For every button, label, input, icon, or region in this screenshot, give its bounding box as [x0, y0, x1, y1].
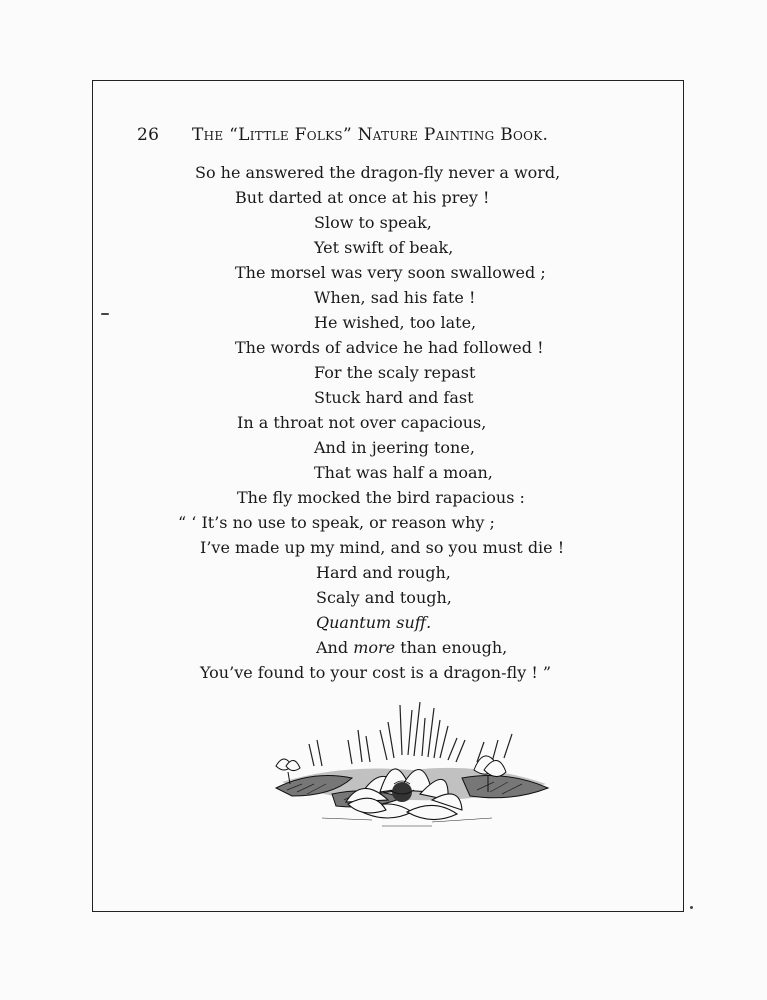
- poem-line-17: Hard and rough,: [316, 563, 451, 582]
- poem-line-5: The morsel was very soon swallowed ;: [235, 263, 546, 282]
- water-lily-engraving-icon: [262, 700, 552, 844]
- poem-line-18: Scaly and tough,: [316, 588, 452, 607]
- poem-line-3: Slow to speak,: [314, 213, 432, 232]
- poem-line-1: So he answered the dragon-fly never a word,: [195, 163, 561, 182]
- poem-line-14: The fly mocked the bird rapacious :: [237, 488, 525, 507]
- poem-line-7: He wished, too late,: [314, 313, 477, 332]
- poem-line-12: And in jeering tone,: [314, 438, 475, 457]
- poem-line-19: Quantum suff.: [316, 613, 432, 632]
- poem-line-2: But darted at once at his prey !: [235, 188, 490, 207]
- poem-line-8: The words of advice he had followed !: [235, 338, 544, 357]
- poem-line-15: “ ‘ It’s no use to speak, or reason why ;: [178, 513, 495, 532]
- poem-line-10: Stuck hard and fast: [314, 388, 474, 407]
- print-speck: [690, 906, 693, 909]
- poem-line-11: In a throat not over capacious,: [237, 413, 487, 432]
- running-title: The “Little Folks” Nature Painting Book.: [192, 125, 549, 145]
- line-20-prefix: And: [316, 638, 354, 657]
- poem-line-13: That was half a moan,: [314, 463, 493, 482]
- poem-line-6: When, sad his fate !: [314, 288, 476, 307]
- poem-line-4: Yet swift of beak,: [314, 238, 454, 257]
- poem-line-9: For the scaly repast: [314, 363, 476, 382]
- poem-line-16: I’ve made up my mind, and so you must die !: [200, 538, 565, 557]
- poem-line-21: You’ve found to your cost is a dragon-fly ! ”: [200, 663, 552, 682]
- line-20-suffix: than enough,: [395, 638, 508, 657]
- page-number: 26: [137, 125, 160, 145]
- print-speck: [101, 313, 109, 315]
- poem-line-20: [316, 638, 507, 658]
- line-20-italic: more: [353, 638, 396, 657]
